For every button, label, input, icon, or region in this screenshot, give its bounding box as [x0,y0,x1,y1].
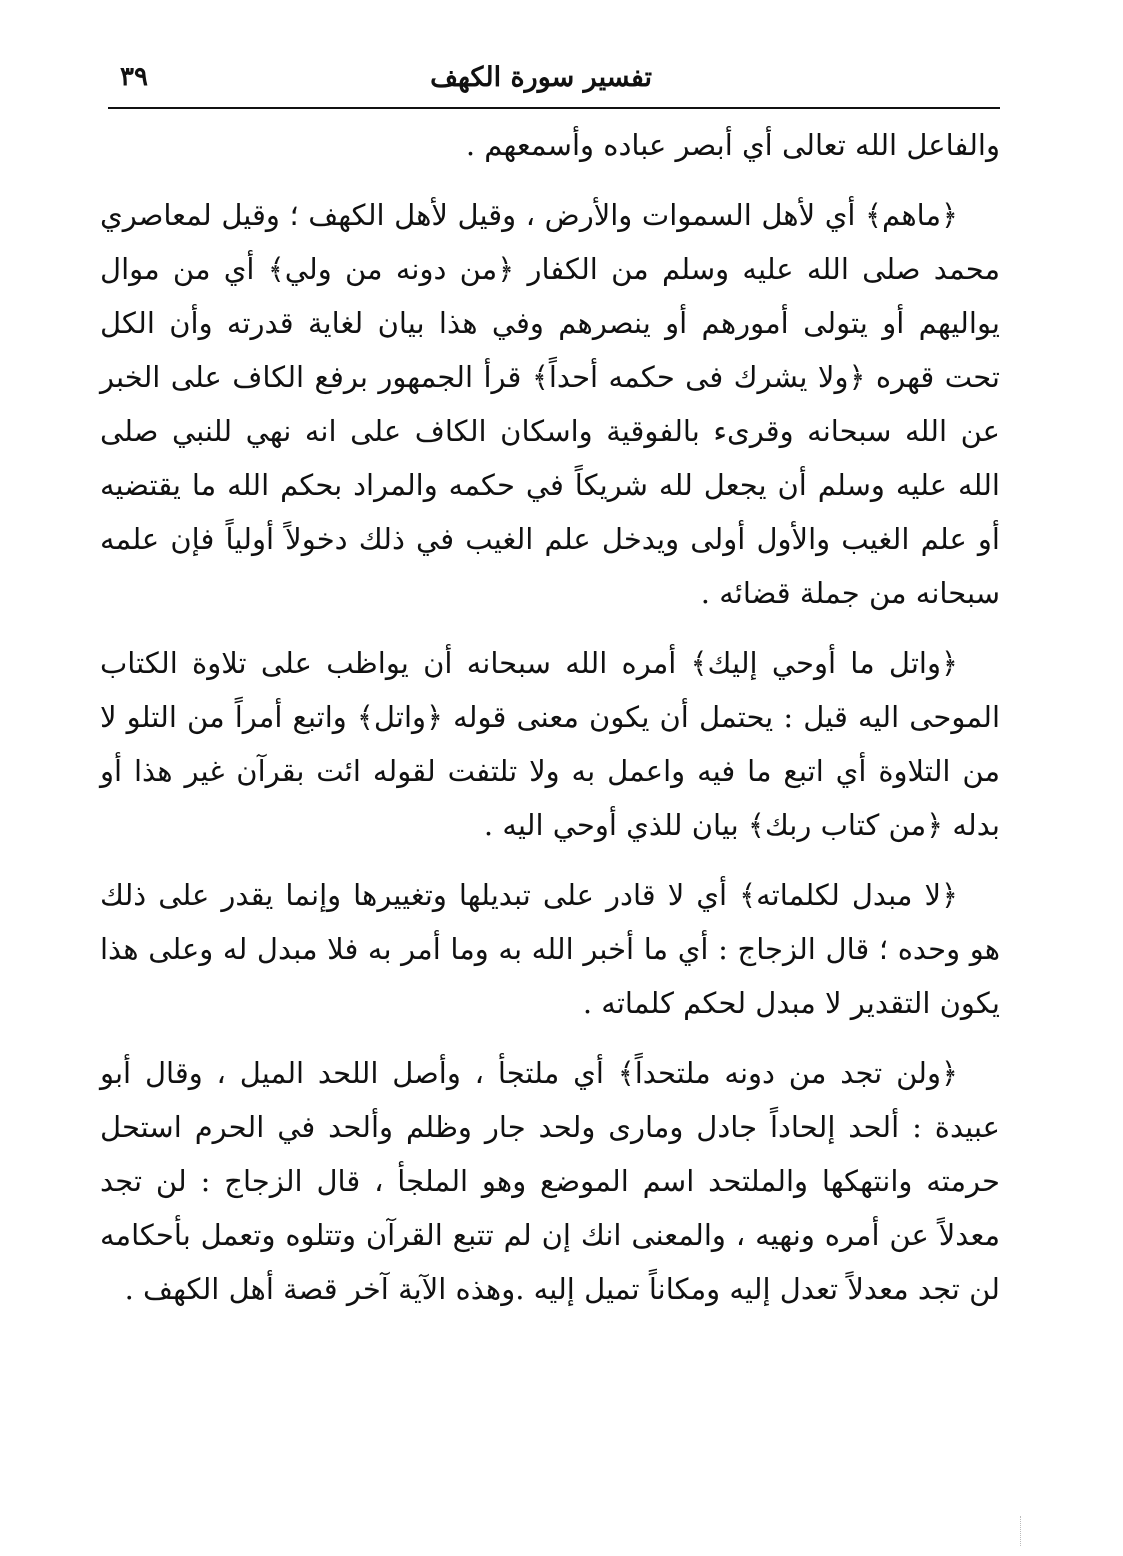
paragraph-1: والفاعل الله تعالى أي أبصر عباده وأسمعهم . [465,128,1000,162]
paragraph-spacer [100,172,1000,188]
page-title: تفسير سورة الكهف [430,62,652,93]
paragraph-spacer [100,620,1000,636]
paragraph-5: ﴿ولن تجد من دونه ملتحداً﴾ أي ملتجأ ، وأصل اللحد الميل ، وقال أبو عبيدة : ألحد إلحاداً جادل ومارى ولحد جار وظلم وألحد في الحرم استحل حرمته وانتهكها والملتحد اسم الموضع وهو الملجأ ، قال الزجاج : لن تجد معدلاً عن أمره ونهيه ، والمعنى انك إن لم تتبع القرآن وتتلوه وتعمل بأحكامه لن تجد معدلاً تعدل إليه ومكاناً تميل إليه .وهذه الآية آخر قصة أهل الكهف . [100,1056,1000,1306]
page-number: ٣٩ [120,62,148,92]
paragraph-2: ﴿ماهم﴾ أي لأهل السموات والأرض ، وقيل لأهل الكهف ؛ وقيل لمعاصري محمد صلى الله عليه وسلم من الكفار ﴿من دونه من ولي﴾ أي من موال يواليهم أو يتولى أمورهم أو ينصرهم وفي هذا بيان لغاية قدرته وأن الكل تحت قهره ﴿ولا يشرك فى حكمه أحداً﴾ قرأ الجمهور برفع الكاف على الخبر عن الله سبحانه وقرىء بالفوقية واسكان الكاف على انه نهي للنبي صلى الله عليه وسلم أن يجعل لله شريكاً في حكمه والمراد بحكم الله ما يقتضيه أو علم الغيب والأول أولى ويدخل علم الغيب في ذلك دخولاً أولياً فإن علمه سبحانه من جملة قضائه . [100,198,1000,610]
paragraph-3: ﴿واتل ما أوحي إليك﴾ أمره الله سبحانه أن يواظب على تلاوة الكتاب الموحى اليه قيل : يحتمل أن يكون معنى قوله ﴿واتل﴾ واتبع أمراً من التلو لا من التلاوة أي اتبع ما فيه واعمل به ولا تلتفت لقوله ائت بقرآن غير هذا أو بدله ﴿من كتاب ربك﴾ بيان للذي أوحي اليه . [100,646,1000,842]
header-divider [108,107,1000,109]
paragraph-spacer [100,1030,1000,1046]
paragraph-spacer [100,852,1000,868]
page-body [100,118,1000,1316]
page-header [108,56,1000,106]
paragraph-4: ﴿لا مبدل لكلماته﴾ أي لا قادر على تبديلها وتغييرها وإنما يقدر على ذلك هو وحده ؛ قال الزجاج : أي ما أخبر الله به وما أمر به فلا مبدل له وعلى هذا يكون التقدير لا مبدل لحكم كلماته . [100,878,1000,1020]
scan-margin-mark [1020,1516,1022,1546]
